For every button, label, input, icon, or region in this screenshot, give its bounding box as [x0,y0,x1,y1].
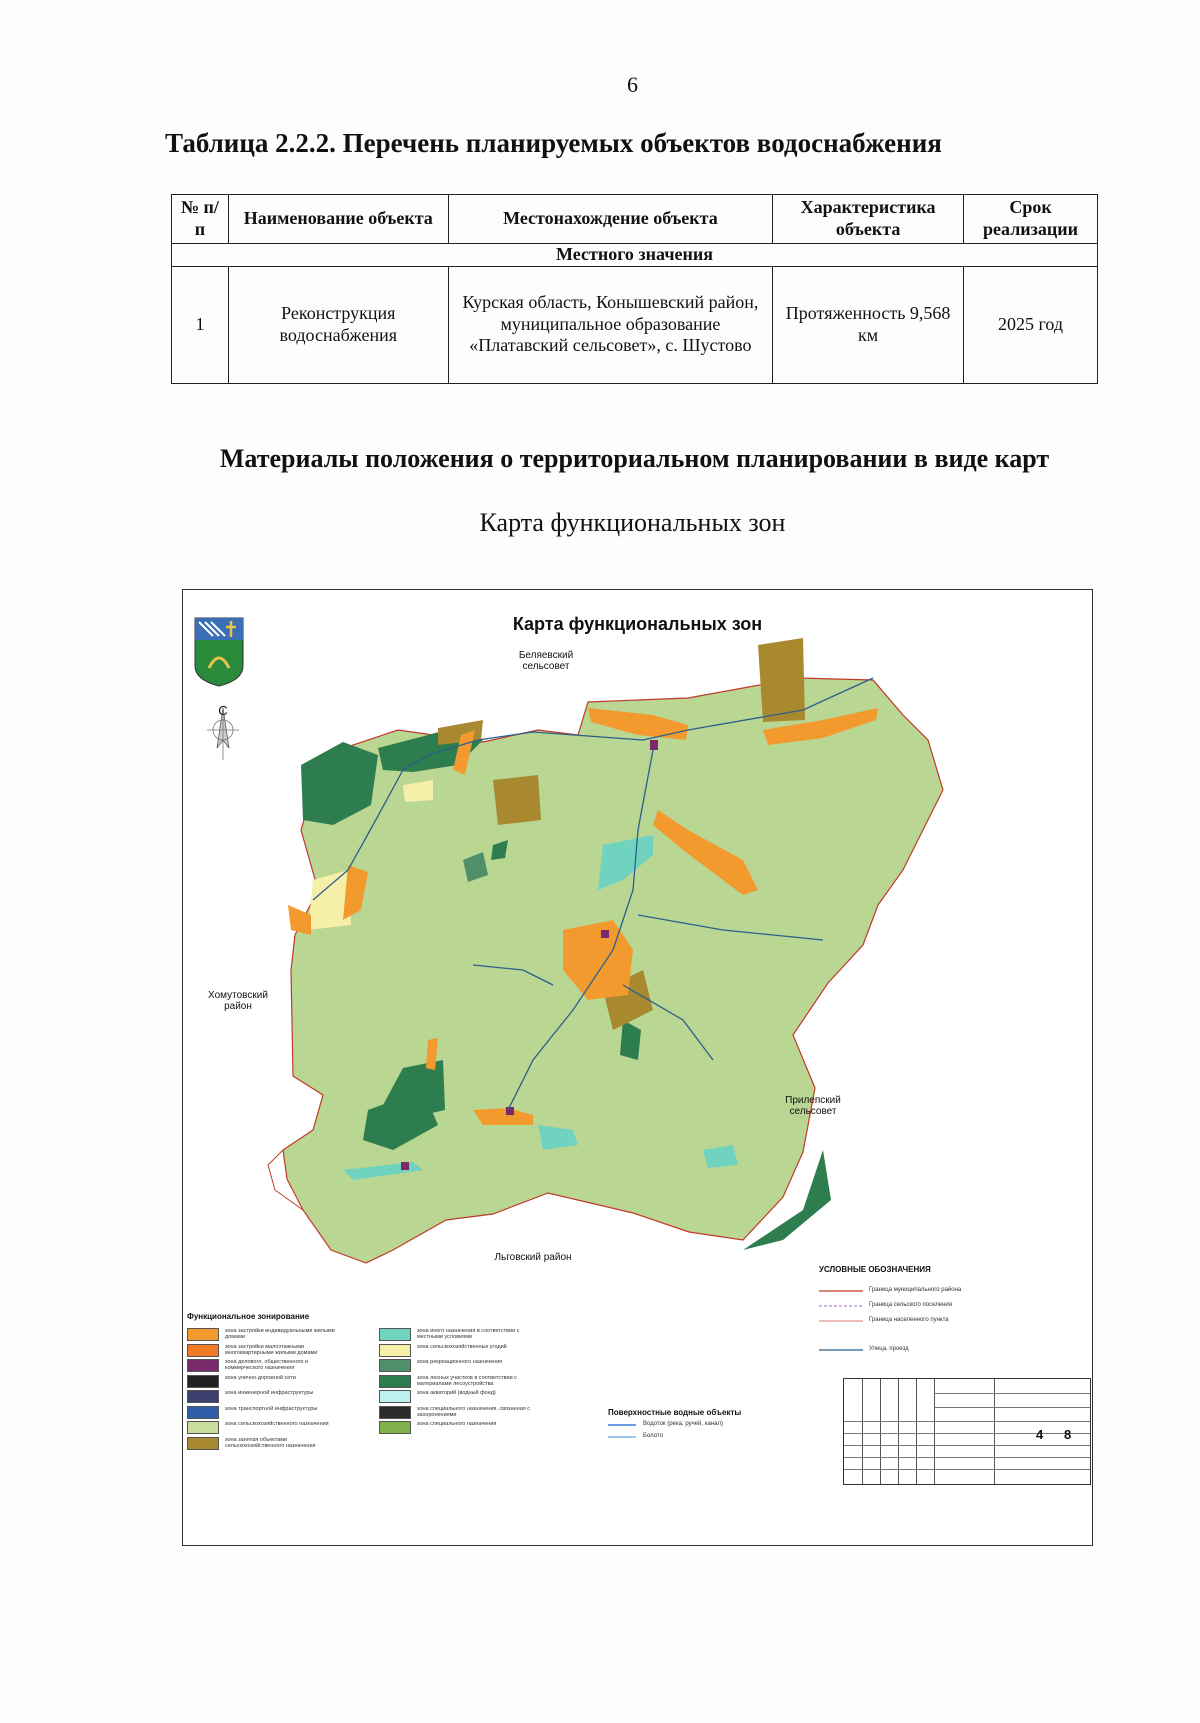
zoning-legend-item [187,1344,345,1357]
zone-label: зона улично-дорожной сети [225,1374,296,1381]
objects-table [171,194,1098,384]
title-block-stamp [843,1378,1091,1485]
legend-boundary-item: Граница населенного пункта [869,1317,949,1323]
legend-water-item: Водоток (река, ручей, канал) [643,1421,723,1427]
table-title: Таблица 2.2.2. Перечень планируемых объектов водоснабжения [165,128,942,158]
zone-label: зона иного назначения в соответствии с местными условиями [417,1328,520,1341]
map-title: Карта функциональных зон [512,614,763,634]
legend-conventions-title: УСЛОВНЫЕ ОБОЗНАЧЕНИЯ [819,1265,931,1274]
zone-label: зона занятая объектами сельскохозяйственного назначения [225,1436,316,1449]
zoning-legend-item [187,1359,345,1372]
group-label: Местного значения [172,244,1098,267]
cell-name: Реконструкция водоснабжения [228,266,448,383]
col-header-location: Местонахождение объекта [448,195,773,244]
business-zone [650,740,658,750]
zone-label: зона делового, общественного и коммерческого назначения [225,1359,309,1372]
zone-label: зона инженерной инфраструктуры [225,1390,314,1396]
zone-color-swatch [379,1375,411,1388]
zone-label: зона застройки индивидуальными жилыми домами [225,1328,335,1341]
zoning-legend-item [187,1390,345,1403]
zone-label: зона сельскохозяйственного назначения [225,1421,329,1427]
zone-label: зона сельскохозяйственных угодий [417,1343,507,1350]
zone-color-swatch [187,1359,219,1372]
zoning-legend-item [187,1328,345,1341]
legend-zoning-title: Функциональное зонирование [187,1312,310,1321]
zone-color-swatch [187,1421,219,1434]
agri-object-zone [493,775,541,825]
zone-color-swatch [187,1390,219,1403]
zoning-legend-item [187,1421,345,1434]
col-header-num: № п/п [172,195,229,244]
sheet-number: 4 [1036,1427,1044,1442]
cell-num: 1 [172,266,229,383]
zoning-legend-item [379,1328,537,1341]
agri-object-zone [758,638,805,722]
table-row [172,266,1098,383]
zone-color-swatch [187,1437,219,1450]
prilepsky-label: Прилепский сельсовет [785,1095,841,1117]
zoning-legend-item [379,1344,537,1357]
zone-color-swatch [379,1421,411,1434]
coat-of-arms-icon [195,618,243,686]
zone-label: зона рекреационного назначения [417,1359,503,1365]
section-title: Материалы положения о территориальном планировании в виде карт [219,444,1050,473]
zoning-legend-item [379,1390,537,1403]
zone-label: зона специального назначения, связанная с захоронениями [417,1405,531,1418]
zone-color-swatch [187,1406,219,1419]
zoning-legend-item [379,1406,537,1419]
legend-road-item: Улица, проезд [869,1346,909,1352]
zoning-legend-item [379,1421,537,1434]
zoning-legend-item [187,1437,345,1450]
zone-color-swatch [187,1344,219,1357]
cell-location: Курская область, Конышевский район, муниципальное образование «Платавский сельсовет», с. Шустово [448,266,773,383]
zone-label: зона лесных участков в соответствии с материалами лесоустройства [417,1374,517,1387]
table-header-row [172,195,1098,244]
zone-color-swatch [379,1344,411,1357]
zone-label: зона застройки малоэтажными многоквартирными жилыми домами [225,1343,318,1356]
legend-water-title: Поверхностные водные объекты [608,1408,742,1417]
khomutovsky-label: Хомутовский район [208,990,268,1012]
zoning-legend-item [379,1375,537,1388]
functional-zones-map [182,589,1093,1546]
north-letter: С [218,703,228,718]
business-zone [506,1107,514,1115]
cell-deadline: 2025 год [964,266,1098,383]
zone-color-swatch [187,1375,219,1388]
belyaevsky-label: Беляевский сельсовет [518,650,574,672]
legend-boundary-item: Граница сельского поселения [869,1302,953,1308]
business-zone [401,1162,409,1170]
zone-color-swatch [379,1328,411,1341]
sheets-total: 8 [1064,1427,1072,1442]
legend-boundary-item: Граница муниципального района [869,1287,962,1293]
zone-label: зона акваторий (водный фонд) [417,1390,496,1396]
page-number: 6 [627,72,638,97]
zone-label: зона транспортной инфраструктуры [225,1405,318,1412]
zone-label: зона специального назначения [417,1421,497,1427]
col-header-name: Наименование объекта [228,195,448,244]
zone-color-swatch [379,1390,411,1403]
business-zone [601,930,609,938]
zone-color-swatch [187,1328,219,1341]
zone-color-swatch [379,1406,411,1419]
col-header-deadline: Срок реализации [964,195,1098,244]
section-subtitle: Карта функциональных зон [479,508,786,537]
col-header-characteristic: Характеристика объекта [773,195,964,244]
zoning-legend-item [187,1406,345,1419]
table-group-row [172,244,1098,267]
zoning-legend-item [379,1359,537,1372]
lgovsky-label: Льговский район [494,1252,572,1263]
zone-color-swatch [379,1359,411,1372]
cell-characteristic: Протяженность 9,568 км [773,266,964,383]
zoning-legend-item [187,1375,345,1388]
legend-water-item: Болото [643,1433,663,1439]
